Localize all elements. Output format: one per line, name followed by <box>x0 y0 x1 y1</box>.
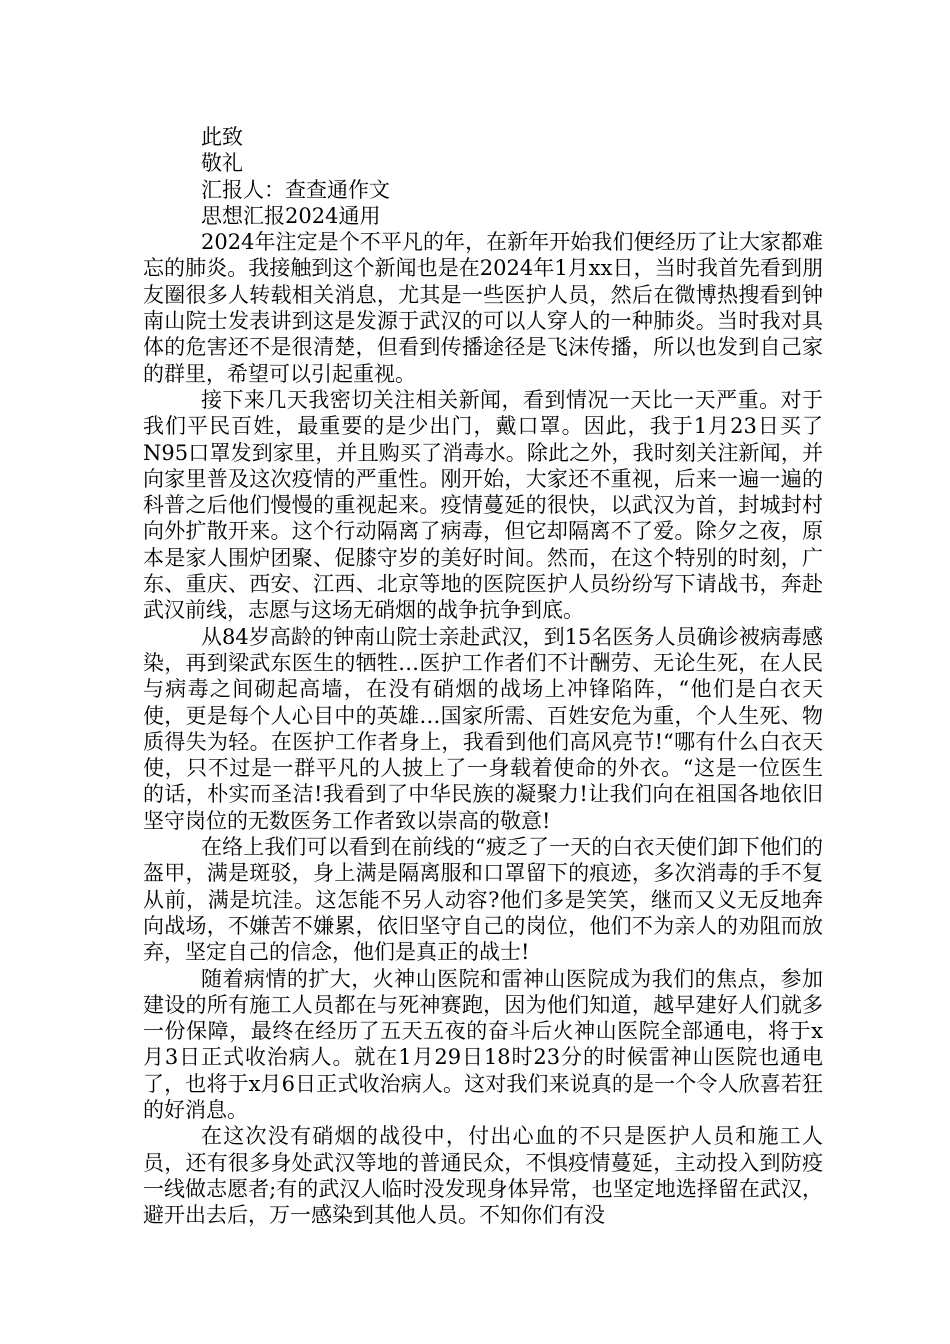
paragraph-3: 从84岁高龄的钟南山院士亲赴武汉，到15名医务人员确诊被病毒感染，再到梁武东医生的牺牲…医护工作者们不计酬劳、无论生死，在人民与病毒之间砌起高墙，在没有硝烟的战场上冲锋陷阵，“他们是白衣天使，更是每个人心目中的英雄…国家所需、百姓安危为重，个人生死、物质得失为轻。在医护工作者身上，我看到他们高风亮节!“哪有什么白衣天使，只不过是一群平凡的人披上了一身载着使命的外衣。“这是一位医生的话，朴实而圣洁!我看到了中华民族的凝聚力!让我们向在祖国各地依旧坚守岗位的无数医务工作者致以崇高的敬意! <box>143 624 823 833</box>
paragraph-6: 在这次没有硝烟的战役中，付出心血的不只是医护人员和施工人员，还有很多身处武汉等地的普通民众，不惧疫情蔓延，主动投入到防疫一线做志愿者;有的武汉人临时没发现身体异常，也坚定地选择留在武汉，避开出去后，万一感染到其他人员。不知你们有没 <box>143 1124 823 1228</box>
paragraph-2: 接下来几天我密切关注相关新闻，看到情况一天比一天严重。对于我们平民百姓，最重要的是少出门，戴口罩。因此，我于1月23日买了N95口罩发到家里，并且购买了消毒水。除此之外，我时刻关注新闻，并向家里普及这次疫情的严重性。刚开始，大家还不重视，后来一遍一遍的科普之后他们慢慢的重视起来。疫情蔓延的很快，以武汉为首，封城封村向外扩散开来。这个行动隔离了病毒，但它却隔离不了爱。除夕之夜，原本是家人围炉团聚、促膝守岁的美好时间。然而，在这个特别的时刻，广东、重庆、西安、江西、北京等地的医院医护人员纷纷写下请战书，奔赴武汉前线，志愿与这场无硝烟的战争抗争到底。 <box>143 387 823 623</box>
document-body <box>143 124 823 1228</box>
paragraph-5: 随着病情的扩大，火神山医院和雷神山医院成为我们的焦点，参加建设的所有施工人员都在与死神赛跑，因为他们知道，越早建好人们就多一份保障，最终在经历了五天五夜的奋斗后火神山医院全部通电，将于x月3日正式收治病人。就在1月29日18时23分的时候雷神山医院也通电了，也将于x月6日正式收治病人。这对我们来说真的是一个令人欣喜若狂的好消息。 <box>143 966 823 1122</box>
document-title: 思想汇报2024通用 <box>201 203 381 228</box>
paragraph-1: 2024年注定是个不平凡的年，在新年开始我们便经历了让大家都难忘的肺炎。我接触到这个新闻也是在2024年1月xx日，当时我首先看到朋友圈很多人转载相关消息，尤其是一些医护人员，然后在微博热搜看到钟南山院士发表讲到这是发源于武汉的可以人穿人的一种肺炎。当时我对具体的危害还不是很清楚，但看到传播途径是飞沫传播，所以也发到自己家的群里，希望可以引起重视。 <box>143 230 823 386</box>
closing-line-jingli: 敬礼 <box>201 151 243 176</box>
closing-line-cizhi: 此致 <box>201 125 243 149</box>
reporter-line: 汇报人：查查通作文 <box>201 177 390 202</box>
paragraph-4: 在络上我们可以看到在前线的“疲乏了一天的白衣天使们卸下他们的盔甲，满是斑驳，身上满是隔离服和口罩留下的痕迹，多次消毒的手不复从前，满是坑洼。这怎能不另人动容?他们多是笑笑，继而又义无反地奔向战场，不嫌苦不嫌累，依旧坚守自己的岗位，他们不为亲人的劝阻而放弃，坚定自己的信念，他们是真正的战士! <box>143 835 823 965</box>
